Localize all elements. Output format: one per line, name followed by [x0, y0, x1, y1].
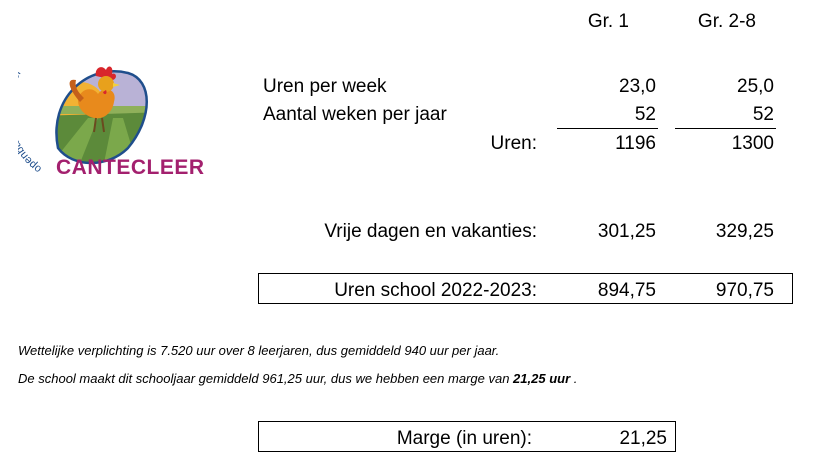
row-label-hours-per-week: Uren per week [263, 76, 387, 97]
school-logo [18, 28, 218, 188]
free-days-gr2-8: 329,25 [715, 221, 774, 242]
row-label-school-hours: Uren school 2022-2023: [334, 280, 537, 301]
school-hours-gr2-8: 970,75 [715, 280, 774, 301]
row-label-weeks-per-year: Aantal weken per jaar [263, 104, 447, 125]
margin-label: Marge (in uren): [396, 428, 532, 449]
logo-arc-text: open [18, 149, 44, 176]
note-margin-prefix: De school maakt dit schooljaar gemiddeld 961,25 uur, dus we hebben een marge van [18, 371, 514, 386]
row-label-hours: Uren: [490, 133, 537, 154]
note-school-margin [18, 371, 577, 386]
row-label-free-days: Vrije dagen en vakanties: [324, 221, 537, 242]
sum-rule-gr2-8 [675, 128, 776, 129]
column-header-gr1: Gr. 1 [587, 11, 629, 32]
hours-gr2-8: 1300 [731, 133, 774, 154]
hours-per-week-gr2-8: 25,0 [737, 76, 774, 97]
margin-value: 21,25 [619, 428, 667, 449]
column-header-gr2-8: Gr. 2-8 [697, 11, 756, 32]
logo-name: CANTECLEER [56, 156, 205, 179]
free-days-gr1: 301,25 [597, 221, 656, 242]
note-margin-suffix: . [570, 371, 578, 386]
weeks-per-year-gr1: 52 [634, 104, 656, 125]
note-legal-requirement: Wettelijke verplichting is 7.520 uur over 8 leerjaren, dus gemiddeld 940 uur per jaar. [18, 343, 500, 358]
sum-rule-gr1 [557, 128, 658, 129]
hours-per-week-gr1: 23,0 [619, 76, 656, 97]
weeks-per-year-gr2-8: 52 [752, 104, 774, 125]
hours-gr1: 1196 [615, 133, 656, 154]
note-margin-bold: 21,25 uur [513, 371, 571, 386]
school-hours-gr1: 894,75 [597, 280, 656, 301]
